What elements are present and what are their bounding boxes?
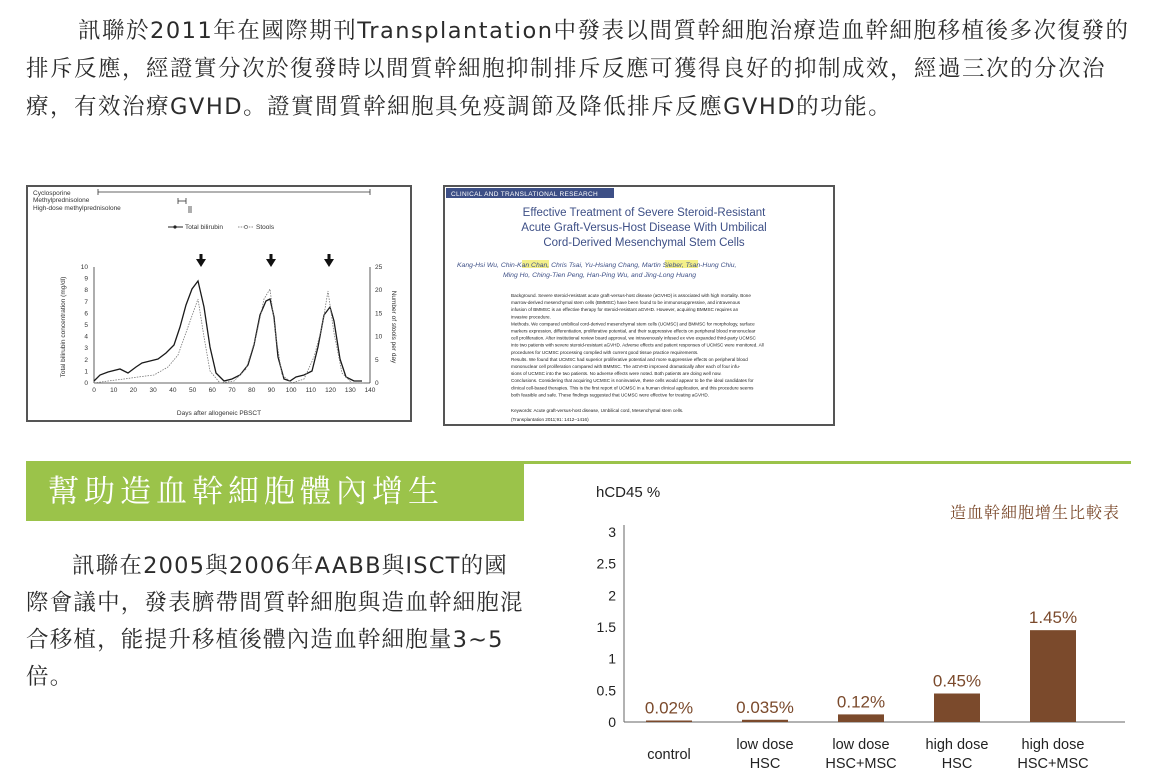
section-banner-title: 幫助造血幹細胞體內增生 (26, 464, 524, 521)
legend-row-methylprednisolone: Methylprednisolone (33, 197, 90, 204)
chart-y-axis-label: hCD45 % (596, 484, 661, 501)
fig1-x-tick: 20 (129, 387, 138, 394)
chart-title: 造血幹細胞增生比較表 (949, 505, 1120, 522)
abstract-line: invasive procedure. (511, 314, 551, 320)
chart-value-label: 1.45% (1028, 608, 1078, 628)
fig1-x-tick: 90 (267, 387, 276, 394)
chart-bar (742, 720, 788, 722)
legend-bilirubin: Total bilirubin (185, 224, 223, 231)
chart-category-label: low dose (736, 737, 794, 753)
legend-row-high-dose: High-dose methylprednisolone (33, 205, 121, 212)
x-axis-label: Days after allogeneic PBSCT (176, 410, 262, 417)
fig1-right-tick: 25 (375, 264, 383, 271)
abstract-line: clinical cell-based therapies. This is the first report of UCMSC in a human clinical application, and this procedure seems (511, 385, 754, 391)
authors-line-1: Kang-Hsi Wu, Chin-Kan Chan, Chris Tsai, Yu-Hsiang Chang, Martin Sieber, Tsan-Hung Chiu, (457, 262, 737, 269)
chart-bar (646, 721, 692, 723)
chart-y-tick: 1 (608, 650, 616, 667)
bilirubin-chart-figure (26, 185, 412, 422)
fig1-left-tick: 10 (80, 264, 88, 271)
citation-line: (Transplantation 2011;91: 1412–1416) (511, 417, 589, 422)
fig1-x-tick: 30 (149, 387, 157, 394)
chart-category-label: low dose (832, 737, 890, 753)
legend-row-cyclosporine: Cyclosporine (33, 190, 71, 197)
abstract-line: cell proliferation. After institutional review board approval, we intravenously infused ex vivo expanded third-party UCMSC (511, 335, 756, 341)
fig1-x-tick: 70 (228, 387, 236, 394)
abstract-line: sions of UCMSC into the two patients. No adverse effects were noted. Both patients are doing well now. (511, 371, 722, 377)
infusion-arrow-2-shaft (270, 254, 273, 259)
abstract-line: into two patients with severe steroid-resistant aGVHD. Adverse effects and patient responses of UCMSC were monitored. All (511, 342, 764, 348)
fig1-left-tick: 2 (84, 356, 88, 364)
fig1-x-tick: 130 (344, 387, 356, 394)
fig1-left-tick: 0 (84, 380, 88, 387)
fig1-x-tick: 140 (364, 387, 376, 394)
section-label: CLINICAL AND TRANSLATIONAL RESEARCH (451, 191, 599, 198)
chart-category-label: HSC+MSC (1017, 756, 1089, 772)
abstract-line: Results. We found that UCMSC had superior proliferative potential and more suppressive effects on peripheral blood (511, 356, 748, 362)
article-title-line-1: Effective Treatment of Severe Steroid-Resistant (522, 207, 766, 219)
chart-category-label: high dose (1021, 737, 1085, 753)
fig1-left-tick: 6 (84, 310, 88, 318)
infusion-arrow-3 (324, 259, 334, 267)
chart-y-tick: 0.5 (596, 682, 616, 699)
fig1-left-tick: 4 (84, 333, 88, 341)
chart-category-label: HSC+MSC (825, 756, 897, 772)
hcd45-bar-chart (540, 470, 1140, 780)
infusion-arrow-1 (196, 259, 206, 267)
y-right-axis-label: Number of stools per day (390, 290, 397, 364)
fig1-right-tick: 5 (375, 356, 379, 364)
infusion-arrow-3-shaft (328, 254, 331, 259)
chart-category-label: HSC (941, 756, 973, 772)
authors-line-2: Ming Ho, Ching-Tien Peng, Han-Ping Wu, and Jing-Long Huang (503, 272, 697, 279)
abstract-line: Conclusions. Considering that acquiring UCMSC is noninvasive, these cells would appear to be the ideal candidates for (511, 378, 754, 384)
journal-article-svg (445, 187, 833, 424)
legend-marker-bilirubin (173, 225, 176, 228)
fig1-right-tick: 15 (375, 310, 383, 318)
chart-y-tick: 0 (608, 714, 616, 730)
fig1-left-tick: 9 (84, 275, 88, 283)
fig1-left-tick: 7 (84, 298, 88, 306)
article-title-line-2: Acute Graft-Versus-Host Disease With Umbilical (521, 222, 767, 234)
chart-y-tick: 3 (608, 524, 616, 540)
journal-article-figure (443, 185, 835, 426)
chart-category-label: control (647, 747, 691, 763)
chart-category-label: high dose (925, 737, 989, 753)
chart-bar (1030, 630, 1076, 722)
infusion-arrows (196, 254, 334, 267)
chart-value-label: 0.12% (836, 692, 886, 712)
fig1-x-tick: 40 (169, 387, 177, 394)
fig1-left-tick: 8 (84, 287, 88, 295)
fig1-left-tick: 1 (84, 368, 88, 376)
fig1-x-tick: 80 (248, 387, 256, 394)
bilirubin-chart-svg (28, 187, 410, 420)
fig1-x-tick: 110 (305, 387, 317, 394)
fig1-x-tick: 10 (110, 387, 118, 394)
fig1-right-tick: 0 (375, 380, 379, 387)
fig1-right-tick: 20 (375, 287, 383, 295)
keywords-line: Keywords: Acute graft-versus-host disease, Umbilical cord, Mesenchymal stem cells. (511, 408, 684, 413)
description-paragraph: 訊聯在2005與2006年AABB與ISCT的國際會議中，發表臍帶間質幹細胞與造血幹細胞混合移植，能提升移植後體內造血幹細胞量3~5倍。 (26, 553, 524, 690)
fig1-x-tick: 0 (92, 387, 96, 394)
legend-marker-stools (244, 225, 247, 228)
chart-value-label: 0.45% (932, 671, 982, 691)
fig1-right-tick: 10 (375, 333, 383, 341)
y-left-axis-label: Total bilirubin concentration (mg/dl) (60, 276, 67, 378)
chart-bar (838, 714, 884, 722)
legend-stools: Stools (256, 224, 275, 231)
chart-y-tick: 2.5 (596, 555, 616, 572)
abstract-line: procedures for UCMSC processing complied with current good tissue practice requirements. (511, 349, 699, 355)
abstract-line: marrow-derived mesenchymal stem cells (BMMSC) have been found to be immunosuppressive, and intravenous (511, 300, 741, 306)
fig1-left-tick: 5 (84, 322, 88, 329)
chart-y-tick: 1.5 (596, 619, 616, 635)
fig1-x-tick: 100 (285, 387, 297, 394)
chart-category-label: HSC (749, 756, 781, 772)
fig1-left-tick: 3 (84, 345, 88, 353)
chart-value-label: 0.02% (644, 698, 694, 718)
abstract-line: markers expression, differentiation, proliferative potential, and their suppressive effects on peripheral blood mononuclear (511, 328, 756, 334)
abstract-line: infusion of BMMSC is an effective therapy for steroid-resistant aGVHD. However, acquiring BMMSC requires an (511, 307, 739, 313)
chart-bar (934, 694, 980, 723)
infusion-arrow-2 (266, 259, 276, 267)
abstract-line: Methods. We compared umbilical cord-derived mesenchymal stem cells (UCMSC) and BMMSC for morphology, surface (511, 321, 755, 327)
abstract-line: Background. Severe steroid-resistant acute graft-versus-host disease (aGVHD) is associated with high mortality. Bone (511, 293, 751, 298)
abstract-line: mononuclear cell proliferation compared with BMMSC. The aGVHD improved dramatically after each of four infu- (511, 364, 741, 369)
abstract-line: both feasible and safe. These findings suggested that UCMSC were effective for treating aGVHD. (511, 392, 709, 398)
fig1-x-tick: 120 (325, 387, 337, 394)
intro-paragraph: 訊聯於2011年在國際期刊Transplantation中發表以間質幹細胞治療造血幹細胞移植後多次復發的排斥反應，經證實分次於復發時以間質幹細胞抑制排斥反應可獲得良好的抑制成效，經過三次的分次治療，有效治療GVHD。證實間質幹細胞具免疫調節及降低排斥反應GVHD的功能。 (26, 18, 1130, 120)
chart-y-tick: 2 (608, 587, 616, 604)
infusion-arrow-1-shaft (200, 254, 203, 259)
chart-value-label: 0.035% (736, 697, 794, 717)
bilirubin-series-line (94, 281, 362, 381)
article-title-line-3: Cord-Derived Mesenchymal Stem Cells (543, 237, 745, 249)
fig1-x-tick: 50 (188, 387, 197, 394)
fig1-x-tick: 60 (208, 387, 216, 394)
